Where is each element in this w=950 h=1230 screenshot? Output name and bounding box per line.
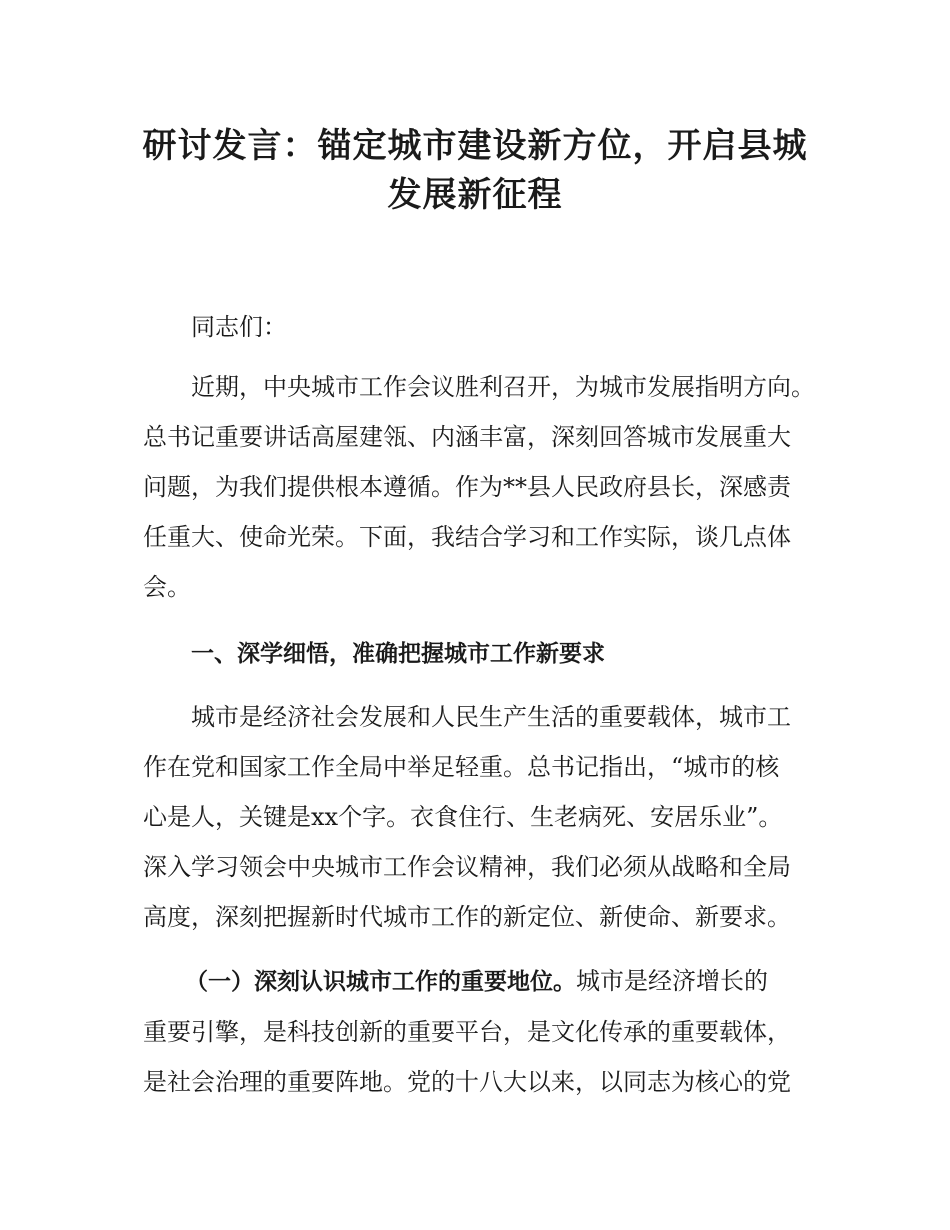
- subsection-1-lead-text: 城市是经济增长的: [576, 967, 768, 995]
- intro-line-5: 会。: [143, 573, 191, 601]
- section-1-line-4: 深入学习领会中央城市工作会议精神，我们必须从战略和全局: [143, 853, 791, 881]
- subsection-1-line-2: 重要引擎，是科技创新的重要平台，是文化传承的重要载体，: [143, 1018, 791, 1046]
- subsection-1-heading: （一）深刻认识城市工作的重要地位。: [185, 969, 576, 995]
- document-title-line-2: 发展新征程: [387, 175, 563, 215]
- intro-line-3: 问题，为我们提供根本遵循。作为**县人民政府县长，深感责: [143, 473, 791, 501]
- section-1-line-5: 高度，深刻把握新时代城市工作的新定位、新使命、新要求。: [143, 903, 791, 931]
- intro-line-4: 任重大、使命光荣。下面，我结合学习和工作实际，谈几点体: [143, 523, 791, 551]
- section-1-heading: 一、深学细悟，准确把握城市工作新要求: [191, 641, 605, 667]
- subsection-1-line-3: 是社会治理的重要阵地。党的十八大以来，以同志为核心的党: [143, 1068, 791, 1096]
- salutation: 同志们：: [191, 313, 287, 341]
- document-title-line-1: 研讨发言：锚定城市建设新方位，开启县城: [142, 126, 808, 166]
- section-1-line-3: 心是人，关键是xx个字。衣食住行、生老病死、安居乐业”。: [143, 803, 783, 831]
- subsection-1-first-line: [185, 966, 768, 997]
- intro-line-2: 总书记重要讲话高屋建瓴、内涵丰富，深刻回答城市发展重大: [143, 423, 791, 451]
- section-1-line-2: 作在党和国家工作全局中举足轻重。总书记指出，“城市的核: [143, 753, 780, 781]
- intro-line-1: 近期，中央城市工作会议胜利召开，为城市发展指明方向。: [191, 373, 815, 401]
- section-1-line-1: 城市是经济社会发展和人民生产生活的重要载体，城市工: [191, 703, 791, 731]
